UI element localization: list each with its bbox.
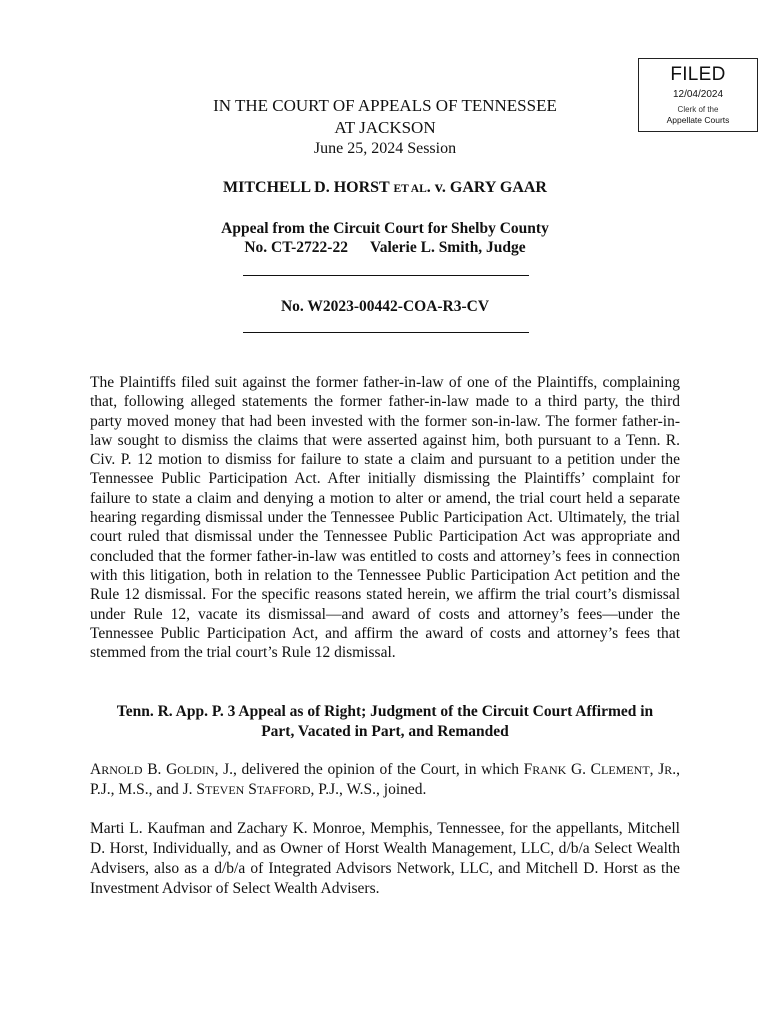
opinion-text-2: , — [649, 761, 659, 778]
opinion-text-3: ., P.J., M.S., and J. — [90, 761, 681, 798]
appeal-from: Appeal from the Circuit Court for Shelby County — [221, 220, 549, 237]
caption-defendant: . v. GARY GAAR — [426, 179, 547, 196]
counsel-paragraph: Marti L. Kaufman and Zachary K. Monroe, Memphis, Tennessee, for the appellants, Mitchell D. Horst, Individually, and as Owner of Horst Wealth Management, LLC, d/b/a Select Wealth Advisers, also as a d/b/a of Integrated Advisors Network, LLC, and Mitchell D. Horst as the Investment Advisor of Select Wealth Advisers. — [90, 820, 680, 897]
judge2-middle: G. — [566, 761, 591, 778]
divider-top — [243, 275, 529, 276]
judge3-first-rest: TEVEN — [205, 783, 245, 797]
author-last-initial: G — [166, 761, 178, 778]
holding-line1: Tenn. R. App. P. 3 Appeal as of Right; Judgment of the Circuit Court Affirmed in — [116, 703, 654, 720]
holding-heading — [90, 702, 680, 742]
opinion-text-4: , P.J., W.S., joined. — [310, 781, 427, 798]
session-date: June 25, 2024 Session — [313, 140, 457, 157]
opinion-text-1: , J., delivered the opinion of the Court, in which — [214, 761, 524, 778]
author-name-rest: RNOLD — [101, 763, 143, 777]
divider-bottom — [243, 332, 529, 333]
filed-stamp-date: 12/04/2024 — [672, 89, 724, 100]
trial-judge: Valerie L. Smith, Judge — [369, 239, 526, 256]
docket-number: No. W2023-00442-COA-R3-CV — [280, 298, 490, 315]
appeal-case-line — [0, 238, 770, 257]
judge3-last-rest: TAFFORD — [256, 783, 311, 797]
court-name: IN THE COURT OF APPEALS OF TENNESSEE — [213, 96, 557, 115]
case-summary — [90, 373, 680, 662]
judge2-first-rest: RANK — [532, 763, 567, 777]
judge2-last-rest: LEMENT — [601, 763, 650, 777]
judge3-last-initial: S — [248, 781, 257, 798]
judge2-first-initial: F — [523, 761, 533, 778]
holding-line2: Part, Vacated in Part, and Remanded — [261, 723, 509, 740]
caption-et-al: ET AL — [393, 183, 427, 195]
author-name-initial: A — [90, 761, 102, 778]
filed-stamp-line2: Appellate Courts — [666, 115, 730, 125]
jr-initial: J — [658, 761, 665, 778]
trial-case-number: No. CT-2722-22 — [244, 239, 348, 256]
filed-stamp-line1: Clerk of the — [677, 105, 719, 114]
case-caption — [0, 178, 770, 199]
court-location: AT JACKSON — [334, 118, 436, 137]
appeal-info — [0, 219, 770, 257]
jr-rest: R — [664, 763, 673, 777]
judge2-last-initial: C — [590, 761, 602, 778]
summary-text: The Plaintiffs filed suit against the former father-in-law of one of the Plaintiffs, complaining that, following alleged statements the former father-in-law made to a third party, the third party moved money that had been invested with the former son-in-law. The former father-in-law sought to dismiss the claims that were asserted against him, both pursuant to a Tenn. R. Civ. P. 12 motion to dismiss for failure to state a claim and pursuant to a petition under the Tennessee Public Participation Act. After initially dismissing the Plaintiffs’ complaint for failure to state a claim and denying a motion to alter or amend, the trial court held a separate hearing regarding dismissal under the Tennessee Public Participation Act. Ultimately, the trial court ruled that dismissal under the Tennessee Public Participation Act was appropriate and concluded that the former father-in-law was entitled to costs and attorney’s fees in connection with this litigation, both in relation to the Tennessee Public Participation Act petition and the Rule 12 dismissal. For the specific reasons stated herein, we affirm the trial court’s dismissal under Rule 12, vacate its dismissal—and award of costs and attorney’s fees—under the Tennessee Public Participation Act, and affirm the award of costs and attorney’s fees that stemmed from the trial court’s Rule 12 dismissal. — [90, 374, 680, 662]
judge3-first-initial: S — [196, 781, 205, 798]
author-middle: B. — [142, 761, 167, 778]
court-heading — [0, 95, 770, 139]
filed-stamp-title: FILED — [670, 64, 726, 85]
opinion-author-paragraph — [90, 760, 680, 800]
caption-plaintiff: MITCHELL D. HORST — [223, 179, 394, 196]
author-last-rest: OLDIN — [177, 763, 215, 777]
